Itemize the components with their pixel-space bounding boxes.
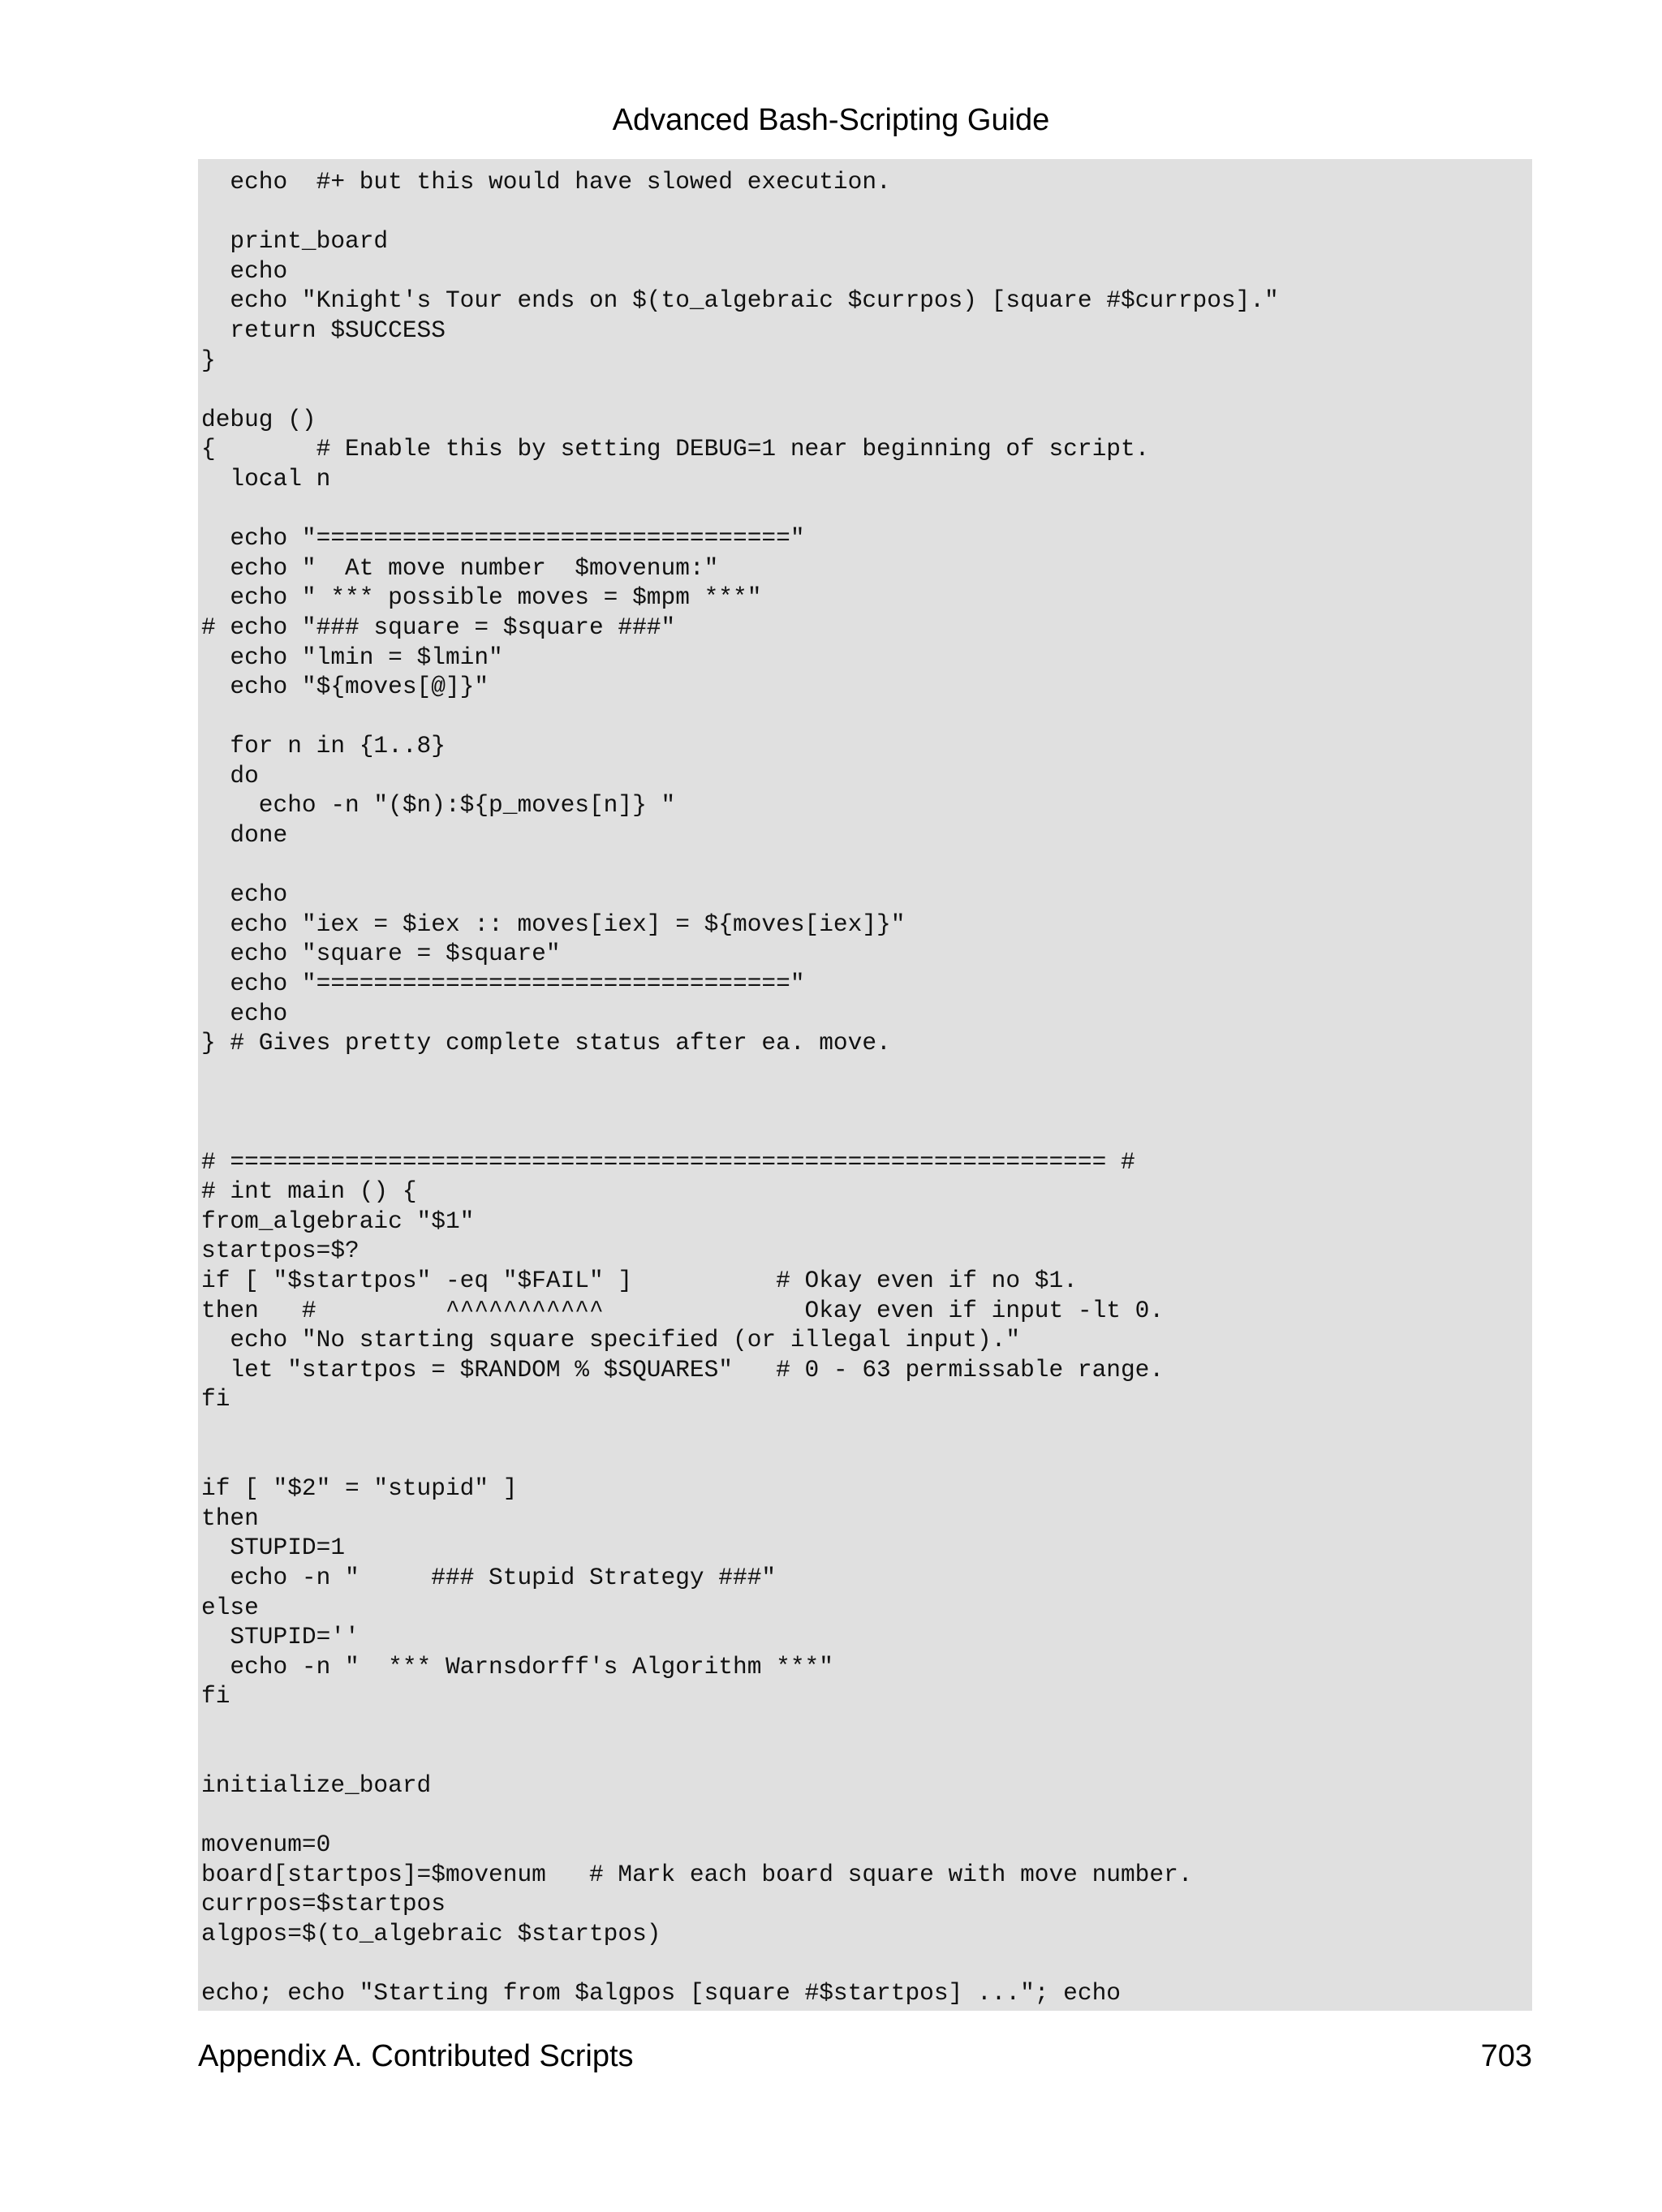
footer-page-number: 703 [1480,2039,1532,2073]
footer-section-title: Appendix A. Contributed Scripts [198,2039,634,2073]
code-line: print_board [201,227,389,256]
code-line [201,1949,1532,1979]
code-line: if [ "$2" = "stupid" ] [201,1474,518,1503]
code-line: echo; echo "Starting from $algpos [square #$startpos] ..."; echo [201,1979,1121,2008]
code-line: } # Gives pretty complete status after ea. move. [201,1029,891,1057]
page-footer [198,2037,1532,2076]
code-line: currpos=$startpos [201,1890,446,1918]
code-line: echo " At move number $movenum:" [201,553,719,582]
code-line: echo "No starting square specified (or illegal input)." [201,1326,1021,1354]
code-line: echo #+ but this would have slowed execution. [201,168,891,196]
code-block [198,159,1532,2011]
code-line: STUPID=1 [201,1534,346,1562]
code-line: if [ "$startpos" -eq "$FAIL" ] # Okay even if no $1. [201,1266,1078,1294]
code-line: # echo "### square = $square ###" [201,613,676,641]
code-line: STUPID='' [201,1623,360,1651]
code-line: echo "${moves[@]}" [201,673,489,701]
code-line: then [201,1504,259,1532]
code-line: from_algebraic "$1" [201,1207,475,1235]
code-line [201,1711,1532,1741]
code-line: fi [201,1682,230,1711]
page-header-title: Advanced Bash-Scripting Guide [612,103,1050,137]
code-line: do [201,761,259,790]
code-line: # int main () { [201,1177,417,1206]
code-line [201,1801,1532,1831]
code-line [201,850,1532,880]
code-line: local n [201,464,331,493]
code-line [201,375,1532,405]
code-line: echo -n "($n):${p_moves[n]} " [201,791,676,820]
code-line: initialize_board [201,1771,432,1800]
code-line [201,1414,1532,1444]
code-line: echo " *** possible moves = $mpm ***" [201,583,762,612]
code-line: echo "=================================" [201,970,805,998]
code-line [201,1087,1532,1117]
code-line: then # ^^^^^^^^^^^ Okay even if input -lt 0. [201,1296,1165,1324]
code-line: echo -n " ### Stupid Strategy ###" [201,1563,777,1591]
code-line: fi [201,1385,230,1414]
code-line: echo "iex = $iex :: moves[iex] = ${moves[iex]}" [201,910,906,938]
code-line [201,1741,1532,1771]
code-line [201,1444,1532,1474]
code-line [201,1117,1532,1147]
code-line: } [201,346,216,374]
code-line: echo "=================================" [201,524,805,553]
code-line: done [201,821,288,850]
code-line: debug () [201,405,316,433]
code-line: return $SUCCESS [201,316,446,344]
code-line: for n in {1..8} [201,732,446,760]
code-line: echo [201,880,288,909]
code-line [201,702,1532,732]
code-line [201,494,1532,524]
code-line: startpos=$? [201,1237,360,1265]
code-line [201,197,1532,227]
code-line [201,1058,1532,1088]
code-line: movenum=0 [201,1831,331,1859]
code-line: echo [201,256,288,285]
code-line: board[startpos]=$movenum # Mark each board square with move number. [201,1860,1193,1888]
code-line: else [201,1593,259,1621]
code-line: echo "lmin = $lmin" [201,643,503,671]
code-line: { # Enable this by setting DEBUG=1 near beginning of script. [201,435,1150,463]
code-line: # ============================================================= # [201,1147,1135,1176]
code-line: echo "square = $square" [201,940,561,968]
code-line: echo -n " *** Warnsdorff's Algorithm ***" [201,1652,833,1681]
code-line: let "startpos = $RANDOM % $SQUARES" # 0 - 63 permissable range. [201,1355,1165,1384]
code-line: echo [201,999,288,1027]
code-line: algpos=$(to_algebraic $startpos) [201,1920,661,1948]
code-line: echo "Knight's Tour ends on $(to_algebraic $currpos) [square #$currpos]." [201,286,1279,315]
